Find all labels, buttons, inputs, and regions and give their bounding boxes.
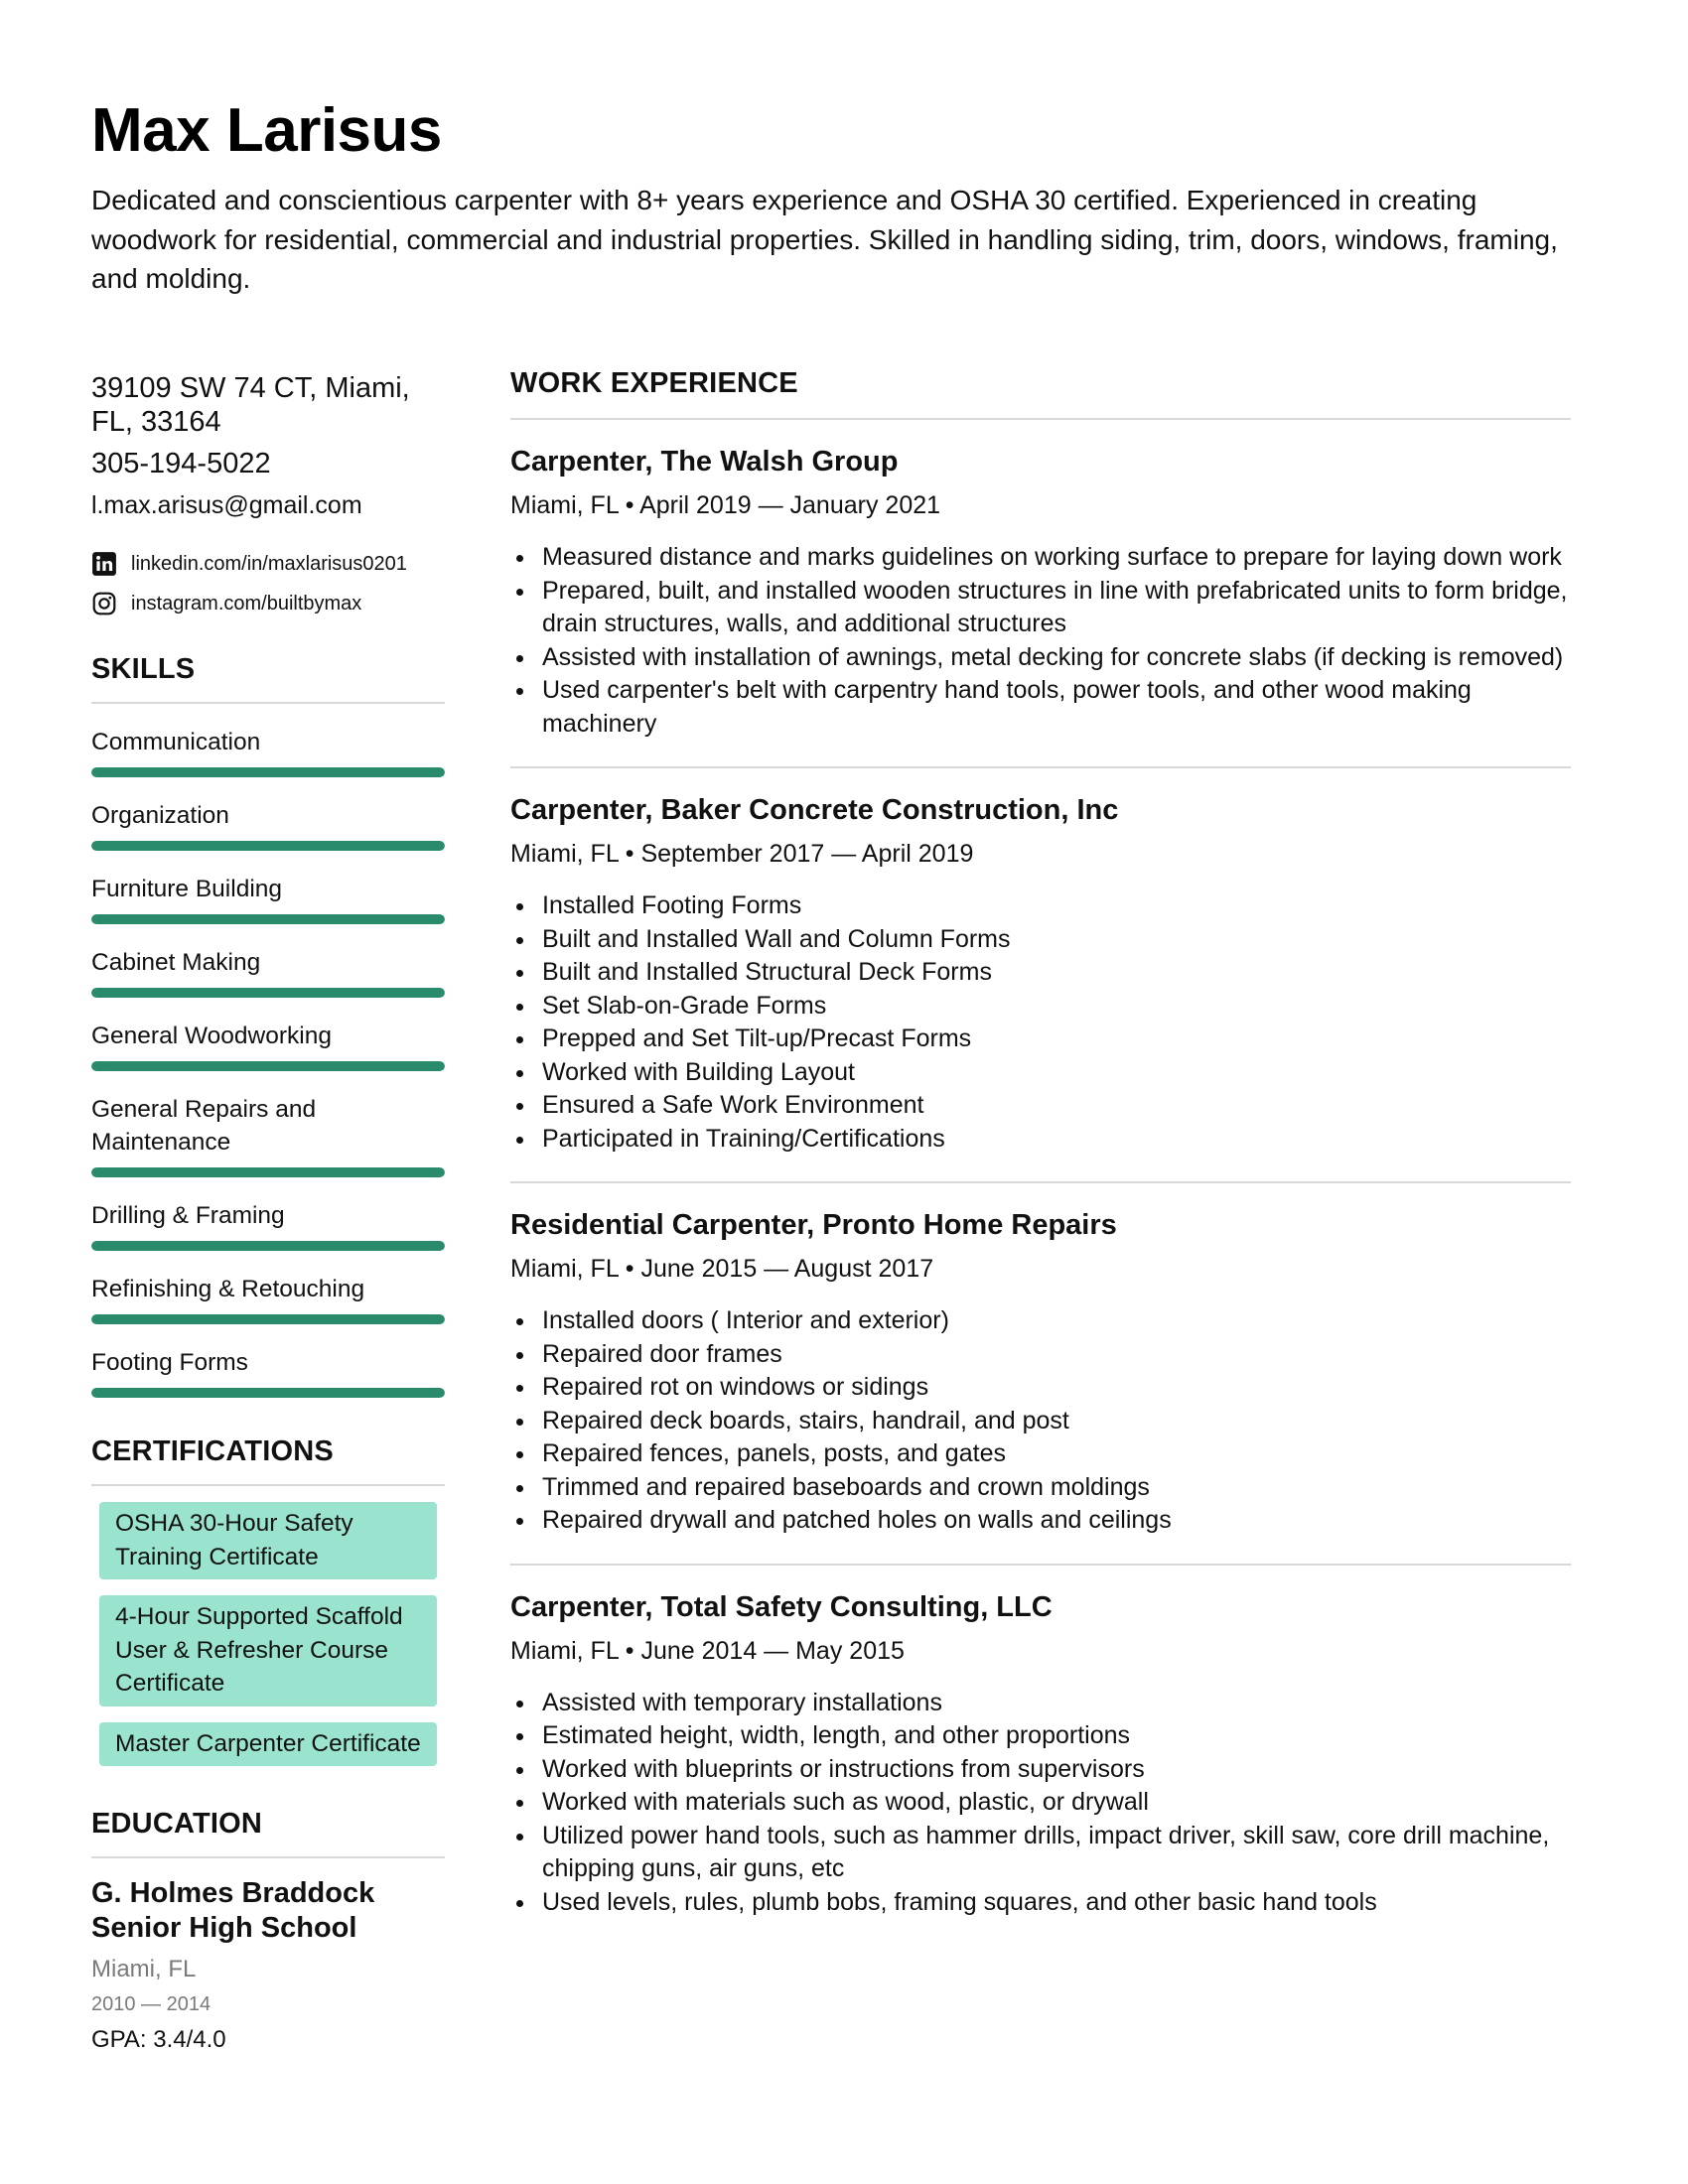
duty-item: Used carpenter's belt with carpentry hand tools, power tools, and other wood making machinery — [510, 674, 1571, 741]
skill-level-fill — [91, 1388, 445, 1398]
duty-item: Measured distance and marks guidelines on working surface to prepare for laying down work — [510, 541, 1571, 575]
job-duties — [510, 1304, 1571, 1538]
gpa: GPA: 3.4/4.0 — [91, 2026, 226, 2053]
skill-item — [91, 1199, 445, 1251]
duty-item: Worked with blueprints or instructions from supervisors — [510, 1753, 1571, 1787]
skill-label: Footing Forms — [91, 1349, 248, 1376]
instagram-icon — [91, 591, 117, 616]
profile-summary: Dedicated and conscientious carpenter with 8+ years experience and OSHA 30 certified. Experienced in creating woodwork for residential, commercial and industrial properties. Skilled in handling siding, trim, doors, windows, framing, and molding. — [91, 185, 1558, 294]
job-entry — [510, 1566, 1571, 1946]
job-duties — [510, 889, 1571, 1156]
school-dates: 2010 — 2014 — [91, 1993, 211, 2015]
skill-label: Furniture Building — [91, 876, 283, 902]
skill-level-bar — [91, 1167, 445, 1177]
contact-address: 39109 SW 74 CT, Miami, FL, 33164 — [91, 372, 410, 438]
skill-level-bar — [91, 1388, 445, 1398]
job-location-dates: Miami, FL • June 2014 — May 2015 — [510, 1636, 905, 1665]
duty-item: Built and Installed Structural Deck Forms — [510, 956, 1571, 990]
skill-level-fill — [91, 841, 445, 851]
skill-level-fill — [91, 1314, 445, 1324]
skill-level-fill — [91, 1167, 445, 1177]
duty-item: Repaired door frames — [510, 1338, 1571, 1372]
skill-item — [91, 726, 445, 777]
skill-label: Communication — [91, 729, 261, 755]
linkedin-url: linkedin.com/in/maxlarisus0201 — [131, 552, 407, 575]
job-entry — [510, 420, 1571, 768]
instagram-link[interactable] — [91, 590, 445, 617]
candidate-name: Max Larisus — [91, 96, 442, 165]
certifications-heading: CERTIFICATIONS — [91, 1435, 445, 1486]
duty-item: Assisted with installation of awnings, metal decking for concrete slabs (if decking is removed) — [510, 641, 1571, 675]
school-name: G. Holmes Braddock Senior High School — [91, 1877, 375, 1944]
duty-item: Repaired fences, panels, posts, and gates — [510, 1437, 1571, 1471]
social-links — [91, 550, 445, 617]
duty-item: Participated in Training/Certifications — [510, 1123, 1571, 1157]
job-location-dates: Miami, FL • September 2017 — April 2019 — [510, 840, 974, 868]
job-entry — [510, 1183, 1571, 1566]
skill-level-fill — [91, 767, 445, 777]
duty-item: Worked with Building Layout — [510, 1056, 1571, 1090]
skill-level-fill — [91, 988, 445, 998]
certifications-section — [91, 1435, 445, 1766]
school-location: Miami, FL — [91, 1956, 197, 1982]
skill-level-fill — [91, 914, 445, 924]
job-title: Carpenter, Baker Concrete Construction, Inc — [510, 794, 1119, 826]
duty-item: Prepped and Set Tilt-up/Precast Forms — [510, 1023, 1571, 1056]
job-location-dates: Miami, FL • April 2019 — January 2021 — [510, 491, 941, 519]
duty-item: Utilized power hand tools, such as hammer drills, impact driver, skill saw, core drill machine, chipping guns, air guns, etc — [510, 1820, 1571, 1886]
skill-level-bar — [91, 1061, 445, 1071]
work-experience-heading: WORK EXPERIENCE — [510, 367, 1571, 420]
skill-label: Drilling & Framing — [91, 1202, 285, 1229]
education-heading: EDUCATION — [91, 1808, 445, 1858]
linkedin-link[interactable] — [91, 550, 445, 578]
skill-label: General Woodworking — [91, 1023, 332, 1049]
skill-item — [91, 799, 445, 851]
instagram-url: instagram.com/builtbymax — [131, 592, 362, 614]
duty-item: Prepared, built, and installed wooden structures in line with prefabricated units to form bridge, drain structures, walls, and additional structures — [510, 575, 1571, 641]
skill-label: General Repairs and Maintenance — [91, 1096, 317, 1156]
skill-level-bar — [91, 767, 445, 777]
duty-item: Installed Footing Forms — [510, 889, 1571, 923]
skill-item — [91, 873, 445, 924]
duty-item: Built and Installed Wall and Column Forms — [510, 923, 1571, 957]
job-duties — [510, 541, 1571, 741]
duty-item: Set Slab-on-Grade Forms — [510, 990, 1571, 1024]
duty-item: Worked with materials such as wood, plastic, or drywall — [510, 1786, 1571, 1820]
duty-item: Assisted with temporary installations — [510, 1687, 1571, 1720]
job-title: Carpenter, The Walsh Group — [510, 446, 899, 478]
duty-item: Repaired deck boards, stairs, handrail, and post — [510, 1405, 1571, 1438]
duty-item: Trimmed and repaired baseboards and crown moldings — [510, 1471, 1571, 1505]
linkedin-icon — [91, 551, 117, 577]
duty-item: Installed doors ( Interior and exterior) — [510, 1304, 1571, 1338]
skill-level-fill — [91, 1061, 445, 1071]
duty-item: Estimated height, width, length, and other proportions — [510, 1719, 1571, 1753]
duty-item: Used levels, rules, plumb bobs, framing squares, and other basic hand tools — [510, 1886, 1571, 1920]
skill-item — [91, 1093, 445, 1177]
skill-item — [91, 946, 445, 998]
skill-item — [91, 1020, 445, 1071]
skill-label: Refinishing & Retouching — [91, 1276, 365, 1302]
contact-phone: 305-194-5022 — [91, 448, 271, 479]
skill-level-bar — [91, 914, 445, 924]
skill-label: Organization — [91, 802, 229, 829]
duty-item: Ensured a Safe Work Environment — [510, 1089, 1571, 1123]
duty-item: Repaired rot on windows or sidings — [510, 1371, 1571, 1405]
skill-level-bar — [91, 988, 445, 998]
certification-badge: Master Carpenter Certificate — [99, 1722, 437, 1767]
skill-item — [91, 1346, 445, 1398]
job-duties — [510, 1687, 1571, 1920]
duty-item: Repaired drywall and patched holes on walls and ceilings — [510, 1504, 1571, 1538]
contact-email[interactable]: l.max.arisus@gmail.com — [91, 491, 362, 519]
job-title: Residential Carpenter, Pronto Home Repairs — [510, 1209, 1117, 1241]
skills-heading: SKILLS — [91, 653, 445, 704]
work-experience-section — [510, 367, 1571, 1945]
skill-level-bar — [91, 1241, 445, 1251]
skill-label: Cabinet Making — [91, 949, 261, 976]
job-entry — [510, 768, 1571, 1183]
job-title: Carpenter, Total Safety Consulting, LLC — [510, 1590, 1053, 1623]
certification-badge: 4-Hour Supported Scaffold User & Refresher Course Certificate — [99, 1595, 437, 1706]
sidebar — [91, 371, 445, 2054]
certification-badge: OSHA 30-Hour Safety Training Certificate — [99, 1502, 437, 1579]
job-location-dates: Miami, FL • June 2015 — August 2017 — [510, 1255, 934, 1283]
education-section — [91, 1808, 445, 2054]
skill-item — [91, 1273, 445, 1324]
skills-section — [91, 653, 445, 1398]
skill-level-fill — [91, 1241, 445, 1251]
skill-level-bar — [91, 1314, 445, 1324]
skill-level-bar — [91, 841, 445, 851]
